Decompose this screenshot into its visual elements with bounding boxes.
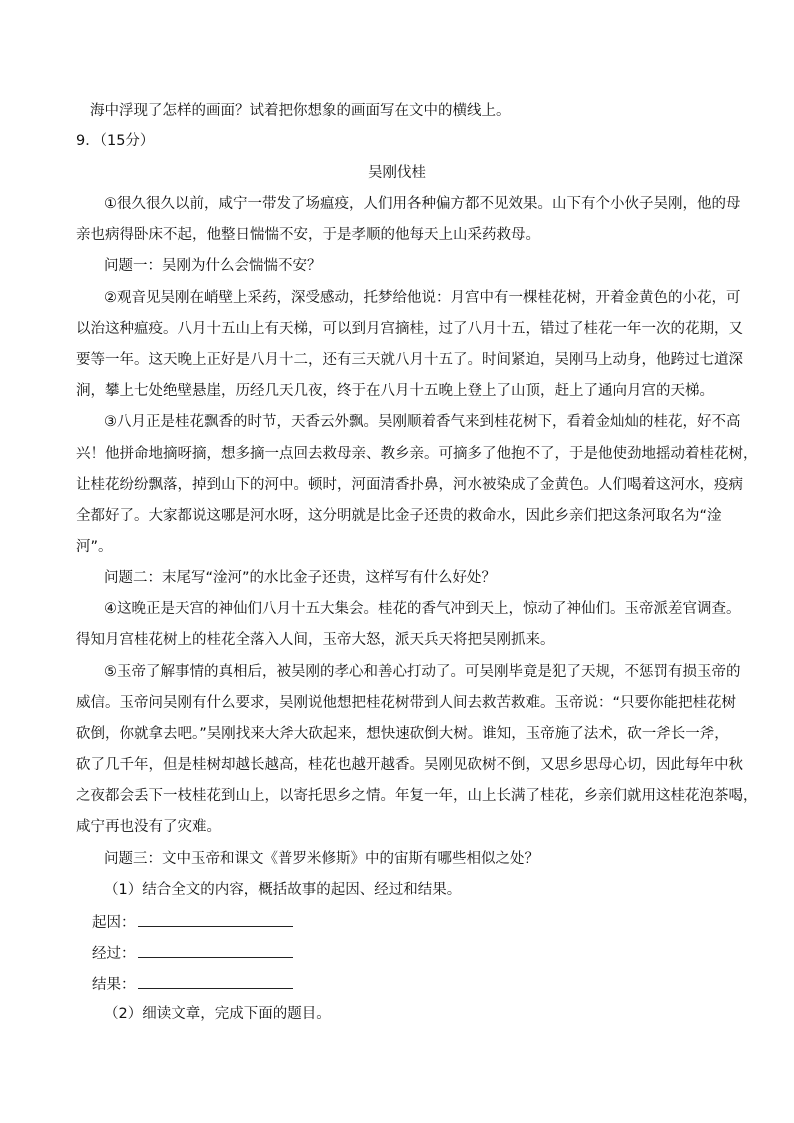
paragraph-line: 砍倒，你就拿去吧。”吴刚找来大斧大砍起来，想快速砍倒大树。谁知，玉帝施了法术，砍一斧长一斧，	[76, 726, 729, 742]
paragraph-line: ⑤玉帝了解事情的真相后，被吴刚的孝心和善心打动了。可吴刚毕竟是犯了天规，不惩罚有损玉帝的	[104, 664, 741, 680]
paragraph-line: 威信。玉帝问吴刚有什么要求，吴刚说他想把桂花树带到人间去救苦救难。玉帝说：“只要你能把桂花树	[76, 695, 737, 711]
paragraph-line: 让桂花纷纷飘落，掉到山下的河中。顿时，河面清香扑鼻，河水被染成了金黄色。人们喝着这河水，疫病	[76, 477, 743, 493]
question-number: 9．（15分）	[76, 133, 155, 149]
paragraph-line: 之夜都会丢下一枝桂花到山上，以寄托思乡之情。年复一年，山上长满了桂花，乡亲们就用这桂花泡茶喝，	[76, 788, 758, 804]
question-text: 问题一：吴刚为什么会惴惴不安？	[104, 258, 322, 274]
paragraph-line: 要等一年。这天晚上正好是八月十二，还有三天就八月十五了。时间紧迫，吴刚马上动身，他跨过七道深	[76, 352, 743, 368]
answer-row-cause	[92, 911, 712, 933]
article-title: 吴刚伐桂	[368, 165, 426, 181]
paragraph-line: ③八月正是桂花飘香的时节，天香云外飘。吴刚顺着香气来到桂花树下，看着金灿灿的桂花，好不高	[104, 414, 741, 430]
paragraph-line: 河”。	[76, 539, 113, 555]
answer-label: 经过：	[92, 946, 136, 962]
paragraph-line: 以治这种瘟疫。八月十五山上有天梯，可以到月宫摘桂，过了八月十五，错过了桂花一年一次的花期，又	[76, 321, 743, 337]
paragraph-line: 涧，攀上七处绝壁悬崖，历经几天几夜，终于在八月十五晚上登上了山顶，赶上了通向月宫的天梯。	[76, 383, 714, 399]
question-text: 问题二：末尾写“淦河”的水比金子还贵，这样写有什么好处？	[104, 570, 497, 586]
question-text: （2）细读文章，完成下面的题目。	[104, 1006, 331, 1022]
question-text: 问题三：文中玉帝和课文《普罗米修斯》中的宙斯有哪些相似之处？	[104, 851, 539, 867]
answer-row-process	[92, 942, 712, 964]
paragraph-line: ②观音见吴刚在峭壁上采药，深受感动，托梦给他说：月宫中有一棵桂花树，开着金黄色的小花，可	[104, 290, 741, 306]
paragraph-line: ④这晚正是天宫的神仙们八月十五大集会。桂花的香气冲到天上，惊动了神仙们。玉帝派差官调查。	[104, 601, 741, 617]
answer-row-result	[92, 973, 712, 995]
answer-blank[interactable]	[138, 973, 293, 989]
paragraph-line: ①很久很久以前，咸宁一带发了场瘟疫，人们用各种偏方都不见效果。山下有个小伙子吴刚，他的母	[104, 196, 741, 212]
paragraph-line: 得知月宫桂花树上的桂花全落入人间，玉帝大怒，派天兵天将把吴刚抓来。	[76, 632, 555, 648]
paragraph-line: 亲也病得卧床不起，他整日惴惴不安，于是孝顺的他每天上山采药救母。	[76, 227, 540, 243]
answer-label: 起因：	[92, 915, 136, 931]
paragraph-line: 砍了几千年，但是桂树却越长越高，桂花也越开越香。吴刚见砍树不倒，又思乡思母心切，因此每年中秋	[76, 757, 743, 773]
intro-text: 海中浮现了怎样的画面？试着把你想象的画面写在文中的横线上。	[90, 103, 511, 119]
paragraph-line: 全都好了。大家都说这哪是河水呀，这分明就是比金子还贵的救命水，因此乡亲们把这条河取名为“淦	[76, 508, 722, 524]
answer-blank[interactable]	[138, 911, 293, 927]
answer-label: 结果：	[92, 977, 136, 993]
question-text: （1）结合全文的内容，概括故事的起因、经过和结果。	[104, 882, 462, 898]
paragraph-line: 兴！他拼命地摘呀摘，想多摘一点回去救母亲、教乡亲。可摘多了他抱不了，于是他使劲地摇动着桂花树，	[76, 446, 758, 462]
answer-blank[interactable]	[138, 942, 293, 958]
paragraph-line: 咸宁再也没有了灾难。	[76, 819, 221, 835]
